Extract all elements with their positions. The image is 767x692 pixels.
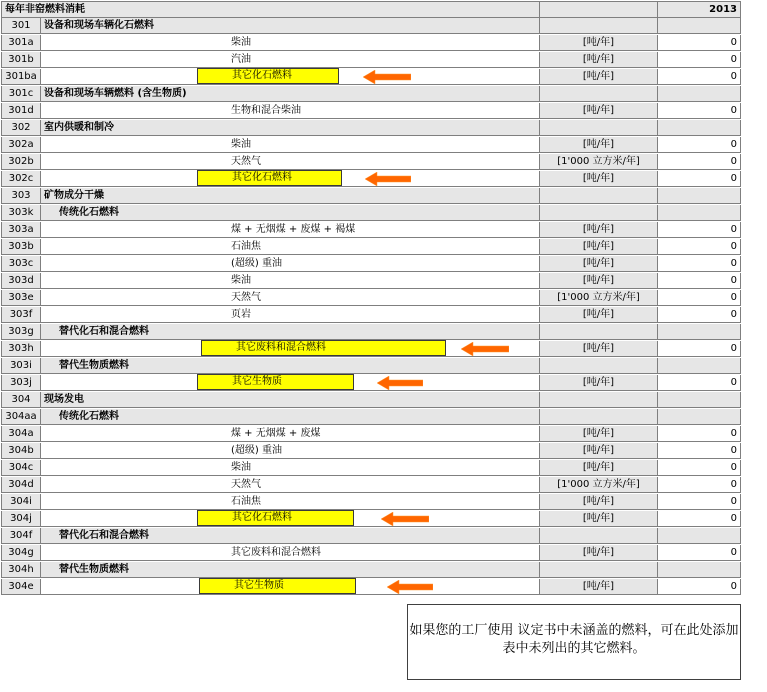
fuel-label: 其它生物质 [234, 580, 284, 591]
row-description-cell [41, 120, 540, 136]
row-unit [540, 392, 658, 408]
row-code: 301d [1, 103, 41, 119]
section-label: 现场发电 [44, 394, 84, 405]
subsection-label: 传统化石燃料 [59, 207, 119, 218]
row-description-cell [41, 409, 540, 425]
row-unit: [吨/年] [540, 222, 658, 238]
row-unit: [吨/年] [540, 103, 658, 119]
row-code: 304h [1, 562, 41, 578]
year-header: 2013 [658, 1, 741, 18]
value-input[interactable]: 0 [658, 511, 741, 527]
row-unit: [吨/年] [540, 69, 658, 85]
row-unit [540, 324, 658, 340]
row-description-cell [41, 358, 540, 374]
row-unit: [吨/年] [540, 256, 658, 272]
value-input[interactable]: 0 [658, 375, 741, 391]
table-row [1, 69, 741, 86]
row-description-cell [41, 69, 540, 85]
row-code: 304c [1, 460, 41, 476]
fuel-label: 其它化石燃料 [232, 70, 292, 81]
row-unit [540, 188, 658, 204]
row-description-cell [41, 256, 540, 272]
table-row [1, 103, 741, 120]
fuel-label: (超级) 重油 [231, 258, 282, 269]
row-code: 304j [1, 511, 41, 527]
value-input[interactable]: 0 [658, 256, 741, 272]
row-description-cell [41, 477, 540, 493]
table-row [1, 256, 741, 273]
table-row [1, 290, 741, 307]
row-unit: [1'000 立方米/年] [540, 154, 658, 170]
row-description-cell [41, 18, 540, 34]
row-description-cell [41, 324, 540, 340]
row-code: 303c [1, 256, 41, 272]
row-unit: [吨/年] [540, 137, 658, 153]
row-unit [540, 528, 658, 544]
row-unit: [吨/年] [540, 273, 658, 289]
table-row [1, 545, 741, 562]
row-code: 303 [1, 188, 41, 204]
value-input[interactable]: 0 [658, 426, 741, 442]
table-row [1, 375, 741, 392]
row-unit: [吨/年] [540, 511, 658, 527]
fuel-label: 其它生物质 [232, 376, 282, 387]
row-unit [540, 120, 658, 136]
row-description-cell [41, 290, 540, 306]
row-unit [540, 205, 658, 221]
value-input[interactable]: 0 [658, 307, 741, 323]
row-unit [540, 18, 658, 34]
fuel-label: 柴油 [231, 37, 251, 48]
fuel-consumption-sheet [1, 1, 741, 596]
value-input[interactable]: 0 [658, 494, 741, 510]
table-row [1, 239, 741, 256]
table-row [1, 409, 741, 426]
table-row [1, 188, 741, 205]
row-unit: [吨/年] [540, 426, 658, 442]
row-code: 301c [1, 86, 41, 102]
row-description-cell [41, 562, 540, 578]
row-code: 304a [1, 426, 41, 442]
row-description-cell [41, 239, 540, 255]
row-description-cell [41, 171, 540, 187]
table-row [1, 341, 741, 358]
table-row [1, 562, 741, 579]
value-input[interactable]: 0 [658, 137, 741, 153]
table-row [1, 137, 741, 154]
row-code: 303f [1, 307, 41, 323]
row-code: 304e [1, 579, 41, 595]
table-row [1, 307, 741, 324]
table-row [1, 511, 741, 528]
value-cell-empty [658, 188, 741, 204]
subsection-label: 替代化石和混合燃料 [59, 530, 149, 541]
table-row [1, 324, 741, 341]
fuel-label: 煤 + 无烟煤 + 废煤 + 褐煤 [231, 224, 356, 235]
value-cell-empty [658, 392, 741, 408]
table-body [1, 18, 741, 596]
fuel-label: 汽油 [231, 54, 251, 65]
row-code: 302 [1, 120, 41, 136]
row-description-cell [41, 375, 540, 391]
value-input[interactable]: 0 [658, 103, 741, 119]
section-label: 设备和现场车辆燃料 (含生物质) [44, 88, 187, 99]
row-description-cell [41, 52, 540, 68]
table-row [1, 358, 741, 375]
row-code: 303a [1, 222, 41, 238]
table-row [1, 494, 741, 511]
fuel-label: 天然气 [231, 156, 261, 167]
table-row [1, 528, 741, 545]
row-code: 303e [1, 290, 41, 306]
fuel-label: 柴油 [231, 462, 251, 473]
value-input[interactable]: 0 [658, 52, 741, 68]
highlighted-fuel-input[interactable] [201, 340, 446, 356]
row-unit [540, 562, 658, 578]
left-arrow-icon [377, 376, 423, 390]
note-box [407, 604, 741, 680]
subsection-label: 替代生物质燃料 [59, 360, 129, 371]
row-code: 301b [1, 52, 41, 68]
note-text: 如果您的工厂使用 议定书中未涵盖的燃料，可在此处添加表中未列出的其它燃料。 [409, 623, 739, 656]
row-description-cell [41, 341, 540, 357]
row-unit: [吨/年] [540, 35, 658, 51]
row-unit: [吨/年] [540, 375, 658, 391]
row-code: 304aa [1, 409, 41, 425]
highlighted-fuel-input[interactable] [197, 510, 354, 526]
table-row [1, 273, 741, 290]
row-description-cell [41, 307, 540, 323]
left-arrow-icon [363, 70, 411, 84]
value-input[interactable]: 0 [658, 69, 741, 85]
row-unit: [吨/年] [540, 307, 658, 323]
table-row [1, 171, 741, 188]
row-code: 301a [1, 35, 41, 51]
row-unit: [1'000 立方米/年] [540, 290, 658, 306]
row-code: 304f [1, 528, 41, 544]
value-input[interactable]: 0 [658, 460, 741, 476]
row-code: 303g [1, 324, 41, 340]
row-description-cell [41, 511, 540, 527]
fuel-label: (超级) 重油 [231, 445, 282, 456]
value-cell-empty [658, 86, 741, 102]
row-unit [540, 409, 658, 425]
value-input[interactable]: 0 [658, 35, 741, 51]
fuel-label: 其它化石燃料 [232, 172, 292, 183]
table-row [1, 460, 741, 477]
row-code: 304 [1, 392, 41, 408]
row-description-cell [41, 579, 540, 595]
table-row [1, 35, 741, 52]
fuel-label: 石油焦 [231, 241, 261, 252]
fuel-label: 柴油 [231, 139, 251, 150]
table-row [1, 443, 741, 460]
row-unit: [吨/年] [540, 579, 658, 595]
row-description-cell [41, 137, 540, 153]
subsection-label: 替代化石和混合燃料 [59, 326, 149, 337]
row-unit: [吨/年] [540, 460, 658, 476]
row-unit: [1'000 立方米/年] [540, 477, 658, 493]
left-arrow-icon [461, 342, 509, 356]
highlighted-fuel-input[interactable] [199, 578, 356, 594]
value-input[interactable]: 0 [658, 545, 741, 561]
value-cell-empty [658, 205, 741, 221]
fuel-label: 其它废料和混合燃料 [236, 342, 326, 353]
fuel-label: 天然气 [231, 479, 261, 490]
table-row [1, 154, 741, 171]
value-input[interactable]: 0 [658, 222, 741, 238]
row-description-cell [41, 103, 540, 119]
row-description-cell [41, 460, 540, 476]
row-code: 301ba [1, 69, 41, 85]
value-input[interactable]: 0 [658, 443, 741, 459]
table-row [1, 205, 741, 222]
header-row [1, 1, 741, 18]
row-unit: [吨/年] [540, 494, 658, 510]
left-arrow-icon [381, 512, 429, 526]
row-code: 302c [1, 171, 41, 187]
row-description-cell [41, 392, 540, 408]
section-label: 设备和现场车辆化石燃料 [44, 20, 154, 31]
row-description-cell [41, 86, 540, 102]
value-cell-empty [658, 324, 741, 340]
fuel-label: 页岩 [231, 309, 251, 320]
table-row [1, 18, 741, 35]
row-code: 302b [1, 154, 41, 170]
value-cell-empty [658, 528, 741, 544]
row-description-cell [41, 222, 540, 238]
value-input[interactable]: 0 [658, 239, 741, 255]
left-arrow-icon [387, 580, 433, 594]
highlighted-fuel-input[interactable] [197, 374, 354, 390]
row-description-cell [41, 154, 540, 170]
fuel-label: 其它废料和混合燃料 [231, 547, 321, 558]
section-label: 室内供暖和制冷 [44, 122, 114, 133]
value-input[interactable]: 0 [658, 341, 741, 357]
row-unit [540, 86, 658, 102]
value-input[interactable]: 0 [658, 477, 741, 493]
row-description-cell [41, 494, 540, 510]
value-input[interactable]: 0 [658, 273, 741, 289]
row-code: 301 [1, 18, 41, 34]
value-cell-empty [658, 409, 741, 425]
row-unit: [吨/年] [540, 239, 658, 255]
table-row [1, 477, 741, 494]
fuel-label: 其它化石燃料 [232, 512, 292, 523]
row-code: 304g [1, 545, 41, 561]
row-unit: [吨/年] [540, 341, 658, 357]
fuel-label: 石油焦 [231, 496, 261, 507]
highlighted-fuel-input[interactable] [197, 68, 339, 84]
table-row [1, 222, 741, 239]
row-unit: [吨/年] [540, 443, 658, 459]
row-code: 303d [1, 273, 41, 289]
table-row [1, 52, 741, 69]
row-code: 304i [1, 494, 41, 510]
row-code: 303i [1, 358, 41, 374]
row-code: 304b [1, 443, 41, 459]
row-description-cell [41, 545, 540, 561]
subsection-label: 传统化石燃料 [59, 411, 119, 422]
value-cell-empty [658, 18, 741, 34]
row-code: 302a [1, 137, 41, 153]
subsection-label: 替代生物质燃料 [59, 564, 129, 575]
header-unit-cell [540, 1, 658, 18]
row-unit: [吨/年] [540, 171, 658, 187]
row-description-cell [41, 528, 540, 544]
value-cell-empty [658, 120, 741, 136]
row-description-cell [41, 205, 540, 221]
sheet-title: 每年非窑燃料消耗 [1, 1, 540, 18]
row-description-cell [41, 443, 540, 459]
value-cell-empty [658, 358, 741, 374]
left-arrow-icon [365, 172, 411, 186]
row-code: 303h [1, 341, 41, 357]
fuel-label: 煤 + 无烟煤 + 废煤 [231, 428, 321, 439]
value-input[interactable]: 0 [658, 154, 741, 170]
row-unit [540, 358, 658, 374]
table-row [1, 426, 741, 443]
row-code: 303j [1, 375, 41, 391]
row-unit: [吨/年] [540, 52, 658, 68]
row-description-cell [41, 426, 540, 442]
fuel-label: 生物和混合柴油 [231, 105, 301, 116]
value-cell-empty [658, 562, 741, 578]
row-description-cell [41, 188, 540, 204]
table-row [1, 392, 741, 409]
value-input[interactable]: 0 [658, 171, 741, 187]
row-code: 303b [1, 239, 41, 255]
value-input[interactable]: 0 [658, 290, 741, 306]
table-row [1, 579, 741, 596]
section-label: 矿物成分干燥 [44, 190, 104, 201]
table-row [1, 120, 741, 137]
fuel-label: 柴油 [231, 275, 251, 286]
value-input[interactable]: 0 [658, 579, 741, 595]
row-description-cell [41, 35, 540, 51]
table-row [1, 86, 741, 103]
fuel-label: 天然气 [231, 292, 261, 303]
row-code: 303k [1, 205, 41, 221]
row-description-cell [41, 273, 540, 289]
row-unit: [吨/年] [540, 545, 658, 561]
highlighted-fuel-input[interactable] [197, 170, 342, 186]
row-code: 304d [1, 477, 41, 493]
